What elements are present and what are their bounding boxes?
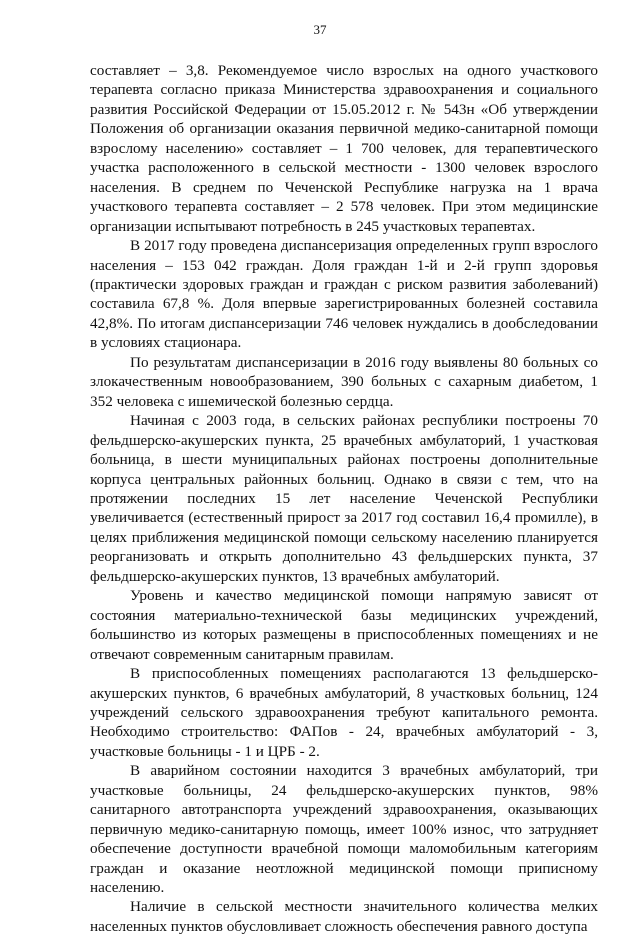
paragraph: В аварийном состоянии находится 3 врачебных амбулаторий, три участковые больницы, 24 фельдшерско-акушерских пунктов, 98% санитарного автотранспорта учреждений здравоохранения, оказывающих первичную медико-санитарную помощь, имеет 100% износ, что затрудняет обеспечение доступности врачебной помощи маломобильным категориям граждан и оказание неотложной медицинской помощи приписному населению. <box>90 762 598 897</box>
paragraph: По результатам диспансеризации в 2016 году выявлены 80 больных со злокачественным новообразованием, 390 больных с сахарным диабетом, 1 352 человека с ишемической болезнью сердца. <box>90 353 598 410</box>
page-number: 37 <box>313 22 327 37</box>
body-text <box>90 61 598 936</box>
paragraph: Наличие в сельской местности значительного количества мелких населенных пунктов обусловливает сложность обеспечения равного доступа <box>90 898 598 935</box>
paragraph: Начиная с 2003 года, в сельских районах республики построены 70 фельдшерско-акушерских пункта, 25 врачебных амбулаторий, 1 участковая больница, в шести муниципальных районах построены дополнительные корпуса центральных районных больниц. Однако в связи с тем, что на протяжении последних 15 лет население Чеченской Республики увеличивается (естественный прирост за 2017 год составил 16,4 промилле), в целях приближения медицинской помощи сельскому населению планируется реорганизовать и открыть дополнительно 43 фельдшерских пункта, 37 фельдшерско-акушерских пунктов, 13 врачебных амбулаторий. <box>90 412 598 585</box>
paragraph: Уровень и качество медицинской помощи напрямую зависят от состояния материально-технической базы медицинских учреждений, большинство из которых размещены в приспособленных помещениях и не отвечают современным санитарным правилам. <box>90 587 598 663</box>
paragraph: составляет – 3,8. Рекомендуемое число взрослых на одного участкового терапевта согласно приказа Министерства здравоохранения и социального развития Российской Федерации от 15.05.2012 г. № 543н «Об утверждении Положения об организации оказания первичной медико-санитарной помощи взрослому населению» составляет – 1 700 человек, для терапевтического участка расположенного в сельской местности - 1300 человек взрослого населения. В среднем по Чеченской Республике нагрузка на 1 врача участкового терапевта составляет – 2 578 человек. При этом медицинские организации испытывают потребность в 245 участковых терапевтах. <box>90 62 598 235</box>
paragraph: В приспособленных помещениях располагаются 13 фельдшерско-акушерских пунктов, 6 врачебных амбулаторий, 8 участковых больниц, 124 учреждений сельского здравоохранения требуют капитального ремонта. Необходимо строительство: ФАПов - 24, врачебных амбулаторий - 3, участковые больницы - 1 и ЦРБ - 2. <box>90 665 598 760</box>
paragraph: В 2017 году проведена диспансеризация определенных групп взрослого населения – 153 042 граждан. Доля граждан 1-й и 2-й групп здоровья (практически здоровых граждан и граждан с риском развития заболеваний) составила 67,8 %. Доля впервые зарегистрированных болезней составила 42,8%. По итогам диспансеризации 746 человек нуждались в дообследовании в условиях стационара. <box>90 237 598 352</box>
